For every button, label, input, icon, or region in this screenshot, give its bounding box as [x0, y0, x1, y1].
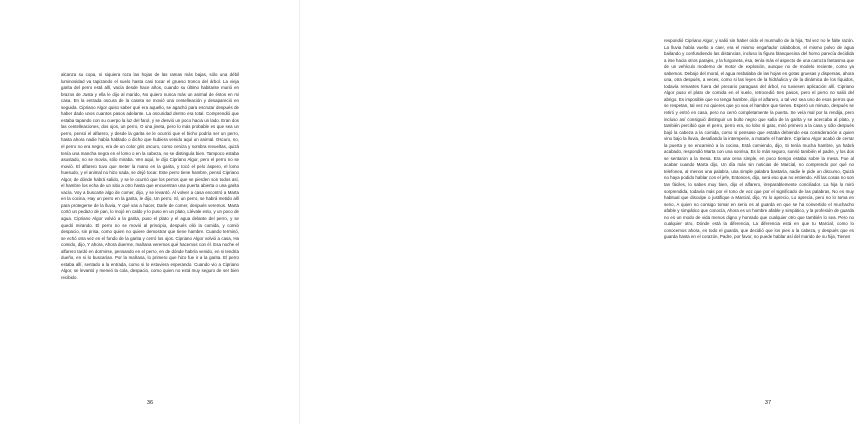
left-page: [0, 0, 300, 424]
left-page-number: 36: [146, 400, 154, 406]
right-page: [300, 0, 854, 424]
right-page-number: 37: [764, 400, 772, 406]
left-page-text: alcanza su copa, ni siquiera roza las hojas de las ramas más bajas, sólo una débil luminosidad va tapizando el suelo hasta casi tocar el grueso tronco del árbol. La vieja garita del perro está allí, vacía desde hace años, cuando su último habitante murió en brazos de Justa y ella le dijo al marido, No quiero nunca más un animal de éstos en mi casa. En la entrada oscura de la caseta se movió una centelleación y desapareció en seguida. Cipriano Algor quiso saber qué era aquello, se agachó para escrutar después de haber dado unos cuantos pasos adelante. La oscuridad dentro era total. Comprendió que estaba tapando con su cuerpo la luz del farol, y se desvió un poco hacia un lado. Eran dos las centelleaciones, dos ojos, un perro, O una jineta, pero lo más probable es que sea un perro, pensó el alfarero, y desde la garita se le ocurrió que el bicho podría ser un perro, hasta ahora nadie había hablado o dicho que hubiera venido aquí un animal. Oscuro, no, el perro no era negro, era de un color gris oscuro, como ceniza y sombra revueltas, quizá tenía una mancha negra en el lomo o en la cabeza, no se distinguía bien. Tampoco estaba asustado, no se movía, sólo miraba. Ven aquí, le dijo Cipriano Algor, pero el perro no se movió. El alfarero tuvo que meter la mano en la garita, y tocó el pelo áspero, el lomo huesudo, y el animal no hizo nada, se dejó tocar. Este perro tiene hambre, pensó Cipriano Algor, de dónde habrá salido, y se le ocurrió que los perros que se pierden son todos así, el hambre los echa de un sitio a otro hasta que encuentran una puerta abierta o una garita vacía. Voy a buscarte algo de comer, dijo, y se levantó. Al volver a casa encontró a Marta en la cocina, Hay un perro en la garita, le dijo, Un perro, Sí, un perro, se habrá metido allí para protegerse de la lluvia, Y qué vas a hacer, Darle de comer, después veremos. Marta cortó un pedazo de pan, lo mojó en caldo y lo puso en un plato, Llévale esto, y un poco de agua. Cipriano Algor volvió a la garita, puso el plato y el agua delante del perro, y se quedó mirando. El perro no se movió al principio, después olió la comida, y comió despacio, sin prisa, como quien no quiere demostrar que tiene hambre. Cuando terminó, se echó otra vez en el fondo de la garita y cerró los ojos. Cipriano Algor volvió a casa, Ha comido, dijo, Y ahora, Ahora duerme, mañana veremos qué hacemos con él. Esa noche el alfarero tardó en dormirse, pensando en el perro, en de dónde habría venido, en si tendría dueño, en si lo buscarían. Por la mañana, lo primero que hizo fue ir a la garita. El perro estaba allí, sentado a la entrada, como si lo estuviera esperando. Cuando vio a Cipriano Algor, se levantó y meneó la cola, despacio, como quien no está muy seguro de ser bien recibido.: [61, 72, 239, 280]
right-page-text: respondió Cipriano Algor, y salió sin haber oído el murmullo de la hija, Tal vez no le falte razón. La lluvia había vuelto a caer, era el mismo engañador calabobos, el mismo polvo de agua bailando y confundiendo las distancias, incluso la figura blanquecina del horno parecía decidida a irse hacia otros parajes, y la furgoneta, ésa, tenía más el aspecto de una carroza fantasma que de un vehículo moderno de motor de explosión, aunque no de modelo reciente, como ya sabemos. Debajo del moral, el agua resbalaba de las hojas en gotas gruesas y dispersas, ahora una, otra después, a veces, como si las leyes de la hidráulica y de la dinámica de los líquidos, todavía remantes fuera del precario paraguas del árbol, no tuviesen aplicación allí. Cipriano Algor puso el plato de comida en el suelo, retrocedió tres pasos, pero el perro no salió del abrigo. Es imposible que no tenga hambre, dijo el alfarero, o tal vez sea uno de esos perros que se respetan, tal vez no quieres que yo vea el hambre que tienes. Esperó un minuto, después se retiró y entró en casa, pero no cerró completamente la puerta. Se veía mal por la rendija, pero incluso así consiguió distinguir un bulto negro que salía de la garita y se acercaba al plato, y también percibió que el perro, perro era, no lobo ni gato, miró primero a la casa y sólo después bajó la cabeza a la comida, como si pensase que estaba debiendo esa consideración a quien vino bajo la lluvia, desafiando la intemperie, a matarle el hambre. Cipriano Algor acabó de cerrar la puerta y se encaminó a la cocina, Está comiendo, dijo, Si tenía mucha hambre, ya habrá acabado, respondió Marta con una sonrisa, Es lo más seguro, sonrió también el padre, y los dos se sentaron a la mesa. Era una cena simple, en poco tiempo estaba sobre la mesa. Fue al acabar cuando Marta dijo, Un día más sin noticias de Marcial, no comprendo por qué no telefonea, al menos una palabra, una simple palabra bastaría, nadie le pide un discurso, Quizá no haya podido hablar con el jefe, Entonces, dijo, será eso que no entiendo. Allí las cosas no son tan fáciles, lo sabes muy bien, dijo el alfarero, irreparablemente conciliador. La hija lo miró sorprendida, todavía más por el tono de voz que por el significado de las palabras, No es muy habitual que disculpe o justifique a Marcial, dijo, Yo lo aprecio, Lo aprecia, pero no lo toma en serio, A quien no consigo tomar en serio es al guarda en que se ha convertido el muchacho afable y simpático que conocía, Ahora es un hombre afable y simpático, y la profesión de guarda no es un modo de vida menos digno y honrado que cualquier otro que también lo sea. Pero no cualquier otro, Dónde está la diferencia, La diferencia está en que tu Marcial, como lo conocemos ahora, es todo el guarda, que decidió que los pies a la cabeza, y después que es guarda hasta en el corazón, Padre, por favor, no puede hablar así del marido de su hija, Tienes: [664, 38, 854, 240]
